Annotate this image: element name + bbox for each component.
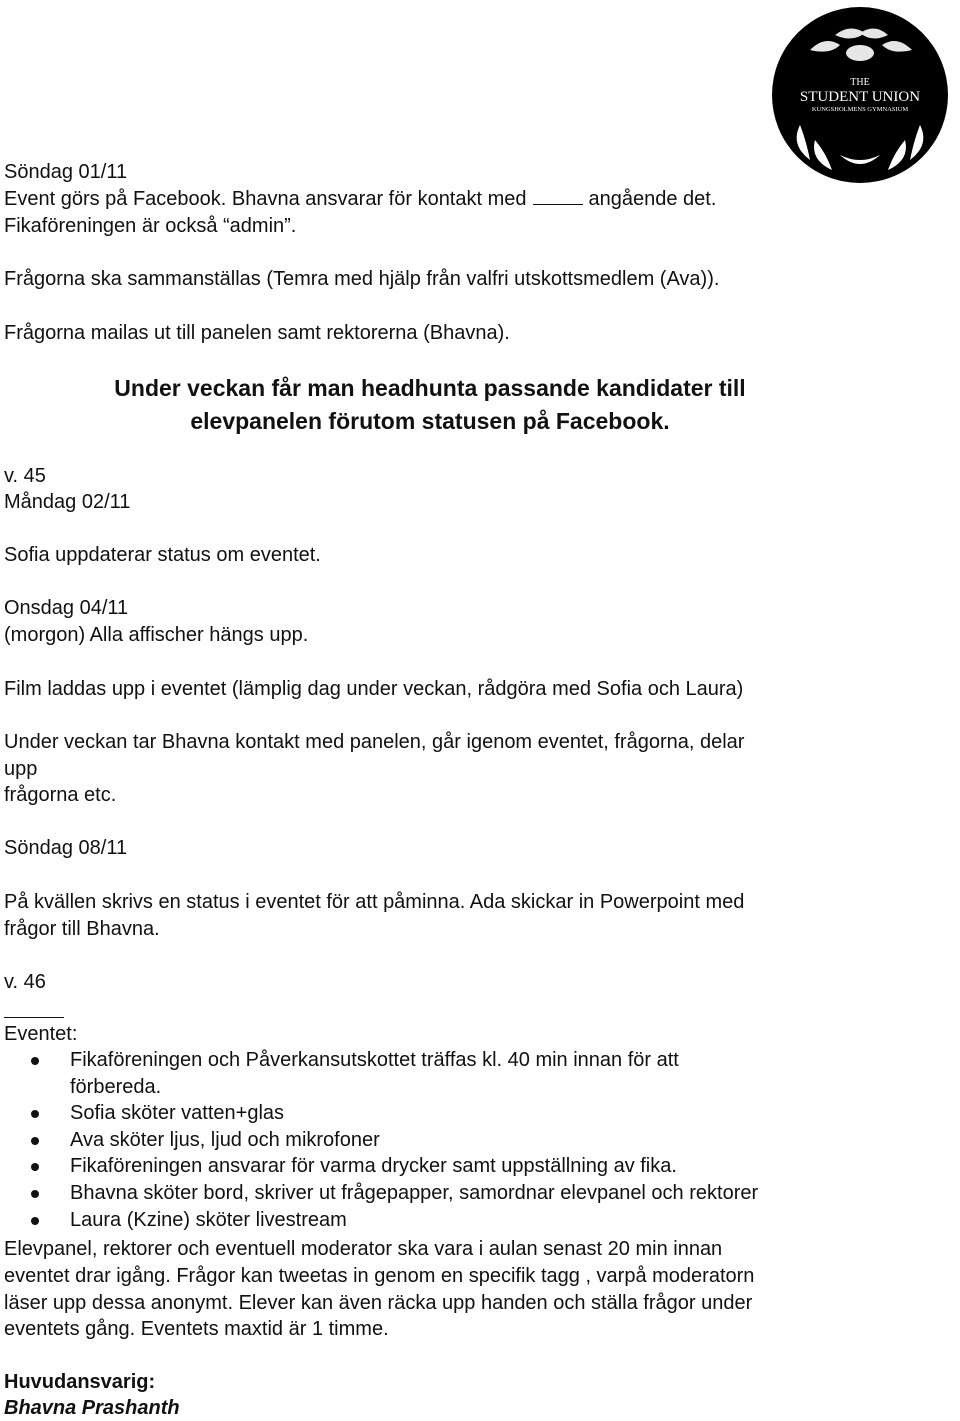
eventet-label: Eventet:	[4, 1023, 78, 1045]
date-sunday-0111: Söndag 01/11	[4, 161, 128, 183]
list-item-text: Ava sköter ljus, ljud och mikrofoner	[70, 1128, 380, 1151]
list-item-text: Laura (Kzine) sköter livestream	[70, 1208, 347, 1231]
bullet-icon	[31, 1190, 39, 1198]
panel-info-line1: Elevpanel, rektorer och eventuell moderator ska vara i aulan senast 20 min innan	[4, 1238, 723, 1260]
logo-line3: KUNGSHOLMENS GYMNASIUM	[811, 106, 909, 113]
event-facebook-line	[4, 186, 716, 212]
bullet-icon	[31, 1163, 39, 1171]
evening-status-line2: frågor till Bhavna.	[4, 918, 160, 940]
film-upload-text: Film laddas upp i eventet (lämplig dag under veckan, rådgöra med Sofia och Laura)	[4, 678, 744, 700]
headhunt-heading-line2: elevpanelen förutom statusen på Facebook.	[190, 408, 670, 434]
logo-line2: STUDENT UNION	[799, 89, 921, 105]
list-item-continuation	[4, 1074, 758, 1101]
bullet-icon	[31, 1217, 39, 1225]
bullet-icon	[31, 1137, 39, 1145]
list-item	[4, 1207, 758, 1234]
panel-contact-line1: Under veckan tar Bhavna kontakt med panelen, går igenom eventet, frågorna, delar	[4, 731, 745, 753]
posters-text: (morgon) Alla affischer hängs upp.	[4, 624, 309, 646]
list-item	[4, 1047, 758, 1074]
list-item-text: förbereda.	[70, 1075, 162, 1098]
list-item-text: Fikaföreningen ansvarar för varma drycker samt uppställning av fika.	[70, 1155, 677, 1178]
date-sunday-0811: Söndag 08/11	[4, 837, 128, 859]
fika-admin-text: Fikaföreningen är också “admin”.	[4, 215, 297, 237]
week-45-label: v. 45	[4, 465, 46, 487]
fill-in-blank	[533, 186, 583, 205]
panel-info-line2: eventet drar igång. Frågor kan tweetas in genom en specifik tagg , varpå moderatorn	[4, 1265, 755, 1287]
list-item	[4, 1180, 758, 1207]
week-46-label: v. 46	[4, 971, 46, 993]
bullet-icon	[31, 1110, 39, 1118]
headhunt-heading-line1: Under veckan får man headhunta passande kandidater till	[114, 375, 746, 401]
event-facebook-text-b: angående det.	[588, 188, 717, 210]
list-item	[4, 1127, 758, 1154]
list-item-text: Sofia sköter vatten+glas	[70, 1102, 285, 1125]
date-wednesday-0411: Onsdag 04/11	[4, 597, 129, 619]
panel-info-line3: läser upp dessa anonymt. Elever kan även räcka upp handen och ställa frågor under	[4, 1292, 753, 1314]
list-item	[4, 1100, 758, 1127]
date-monday-0211: Måndag 02/11	[4, 491, 131, 513]
panel-info-line4: eventets gång. Eventets maxtid är 1 timme.	[4, 1318, 389, 1340]
questions-mail-text: Frågorna mailas ut till panelen samt rektorerna (Bhavna).	[4, 322, 510, 344]
main-responsible-name: Bhavna Prashanth	[4, 1397, 180, 1419]
event-facebook-text-a: Event görs på Facebook. Bhavna ansvarar för kontakt med	[4, 188, 527, 210]
divider-rule	[4, 1017, 64, 1018]
student-union-logo	[770, 5, 950, 185]
main-responsible-label: Huvudansvarig:	[4, 1371, 156, 1393]
list-item-text: Fikaföreningen och Påverkansutskottet träffas kl. 40 min innan för att	[70, 1049, 679, 1071]
bullet-icon	[31, 1057, 39, 1065]
evening-status-line1: På kvällen skrivs en status i eventet för att påminna. Ada skickar in Powerpoint med	[4, 891, 745, 913]
sofia-status-text: Sofia uppdaterar status om eventet.	[4, 544, 321, 566]
list-item	[4, 1153, 758, 1180]
logo-line1: THE	[850, 77, 870, 88]
panel-contact-line2: upp	[4, 758, 38, 780]
panel-contact-line3: frågorna etc.	[4, 784, 117, 806]
questions-compile-text: Frågorna ska sammanställas (Temra med hjälp från valfri utskottsmedlem (Ava)).	[4, 268, 720, 290]
list-item-text: Bhavna sköter bord, skriver ut frågepapper, samordnar elevpanel och rektorer	[70, 1181, 759, 1204]
event-task-list	[4, 1047, 758, 1233]
